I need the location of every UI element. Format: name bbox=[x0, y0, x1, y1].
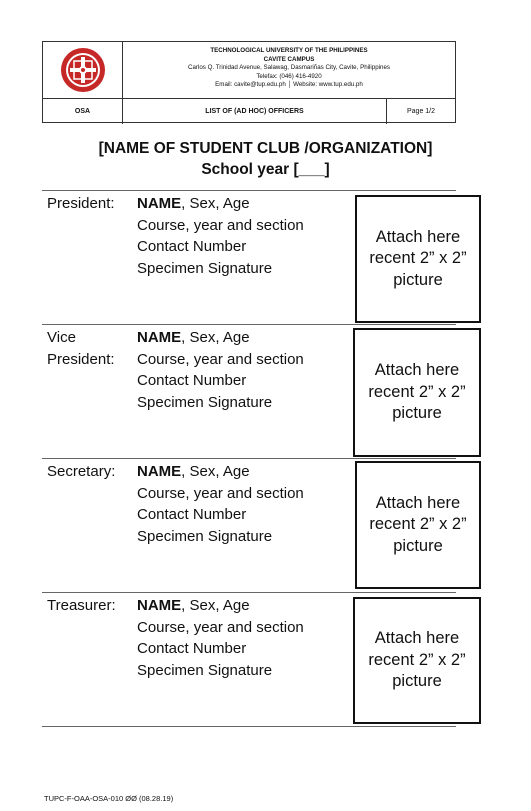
course-label: Course, year and section bbox=[137, 350, 304, 368]
form-code: TUPC-F-OAA-OSA-010 ØØ (08.28.19) bbox=[44, 794, 174, 803]
photo-placeholder[interactable]: Attach here recent 2” x 2” picture bbox=[355, 195, 481, 323]
campus-address: Carlos Q. Trinidad Avenue, Salawag, Dasmariñas City, Cavite, Philippines bbox=[188, 64, 390, 72]
institution-info bbox=[123, 42, 455, 98]
email: Email: cavite@tup.edu.ph bbox=[215, 81, 286, 89]
role-label bbox=[47, 461, 115, 483]
telefax: Telefax: (046) 416-4920 bbox=[256, 72, 322, 80]
role-label bbox=[47, 193, 115, 215]
divider bbox=[42, 324, 456, 325]
document-header bbox=[42, 41, 456, 123]
name-line bbox=[137, 193, 304, 215]
organization-title: [NAME OF STUDENT CLUB /ORGANIZATION] bbox=[98, 140, 433, 157]
course-label: Course, year and section bbox=[137, 484, 304, 502]
sex-age-label: , Sex, Age bbox=[181, 597, 250, 614]
officer-details bbox=[137, 461, 304, 547]
signature-label: Specimen Signature bbox=[137, 393, 273, 411]
contact-label: Contact Number bbox=[137, 640, 247, 657]
role-line: Vice bbox=[47, 329, 76, 346]
officer-details bbox=[137, 595, 304, 681]
officer-vice-president bbox=[0, 327, 531, 460]
header-row-2 bbox=[43, 98, 455, 124]
officer-president bbox=[0, 193, 531, 326]
officer-treasurer bbox=[0, 595, 531, 728]
campus-name: CAVITE CAMPUS bbox=[263, 55, 315, 63]
contact-line bbox=[123, 81, 455, 90]
divider bbox=[42, 190, 456, 191]
photo-placeholder[interactable]: Attach here recent 2” x 2” picture bbox=[355, 461, 481, 589]
divider bbox=[42, 458, 456, 459]
name-label: NAME bbox=[137, 329, 182, 346]
name-line bbox=[137, 327, 304, 349]
divider bbox=[42, 726, 456, 727]
photo-placeholder[interactable]: Attach here recent 2” x 2” picture bbox=[353, 328, 481, 457]
university-name: TECHNOLOGICAL UNIVERSITY OF THE PHILIPPINES bbox=[210, 47, 368, 54]
contact-label: Contact Number bbox=[137, 372, 247, 389]
university-seal-icon bbox=[59, 46, 107, 94]
school-year: School year [___] bbox=[201, 161, 330, 178]
sex-age-label: , Sex, Age bbox=[181, 195, 250, 212]
role-label bbox=[47, 327, 115, 370]
name-label: NAME bbox=[137, 463, 182, 480]
name-label: NAME bbox=[137, 597, 182, 614]
role-line: President: bbox=[47, 350, 115, 368]
sex-age-label: , Sex, Age bbox=[181, 329, 250, 346]
officer-secretary bbox=[0, 461, 531, 594]
signature-label: Specimen Signature bbox=[137, 661, 273, 679]
officer-details bbox=[137, 327, 304, 413]
logo-cell bbox=[43, 42, 123, 98]
office-code: OSA bbox=[43, 99, 123, 124]
signature-label: Specimen Signature bbox=[137, 527, 273, 545]
role-label bbox=[47, 595, 116, 617]
name-line bbox=[137, 595, 304, 617]
signature-label: Specimen Signature bbox=[137, 259, 273, 277]
name-line bbox=[137, 461, 304, 483]
sex-age-label: , Sex, Age bbox=[181, 463, 250, 480]
divider bbox=[42, 592, 456, 593]
name-label: NAME bbox=[137, 195, 182, 212]
separator: │ bbox=[287, 81, 294, 89]
officer-details bbox=[137, 193, 304, 279]
photo-placeholder[interactable]: Attach here recent 2” x 2” picture bbox=[353, 597, 481, 724]
form-title: LIST OF (AD HOC) OFFICERS bbox=[123, 99, 387, 124]
role-line: President: bbox=[47, 195, 115, 212]
role-line: Secretary: bbox=[47, 463, 116, 480]
page-number: Page 1/2 bbox=[406, 108, 436, 115]
role-line: Treasurer: bbox=[47, 597, 116, 614]
contact-label: Contact Number bbox=[137, 506, 247, 523]
course-label: Course, year and section bbox=[137, 216, 304, 234]
course-label: Course, year and section bbox=[137, 618, 304, 636]
contact-label: Contact Number bbox=[137, 238, 247, 255]
website: Website: www.tup.edu.ph bbox=[293, 81, 363, 89]
